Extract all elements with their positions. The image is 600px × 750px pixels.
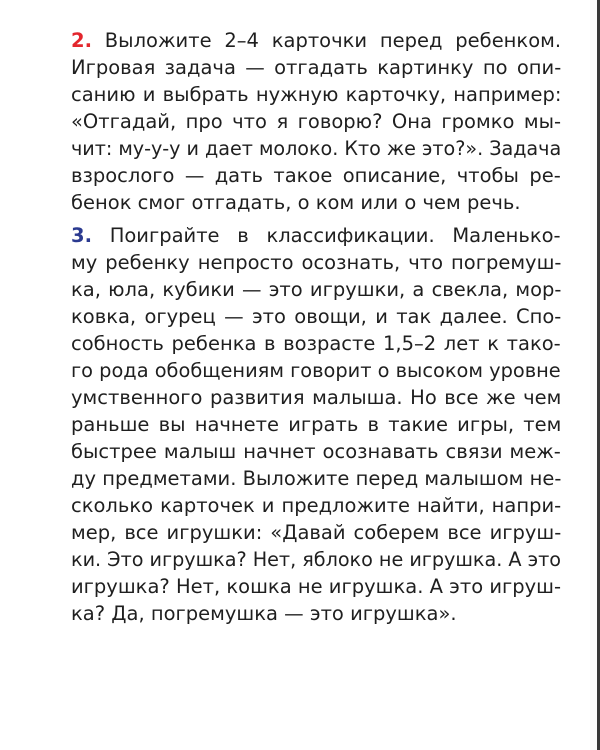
paragraph-line: ду предметами. Выложите перед малышом не- (71, 467, 562, 490)
paragraph-line: Игровая задача — отгадать картинку по опи- (71, 56, 562, 79)
line-text: Выложите 2–4 карточки перед ребенком. (104, 29, 562, 52)
paragraph-line: сколько карточек и предложите найти, напри- (71, 494, 562, 517)
paragraph-line: санию и выбрать нужную карточку, например: (71, 83, 562, 106)
paragraph-line: ки. Это игрушка? Нет, яблоко не игрушка. А это (71, 548, 561, 571)
line-text: Поиграйте в классификации. Маленько- (109, 224, 561, 247)
paragraph-line: мер, все игрушки: «Давай соберем все игруш- (71, 521, 562, 544)
paragraph-line: быстрее малыш начнет осознавать связи меж- (71, 440, 561, 463)
paragraph-line: ка, юла, кубики — это игрушки, а свекла, мор- (71, 278, 562, 301)
paragraph-line: го рода обобщениям говорит о высоком уровне (71, 359, 561, 382)
paragraph-line: ковка, огурец — это овощи, и так далее. Спо- (71, 305, 562, 328)
paragraph-line (71, 27, 561, 54)
paragraph-number: 2. (71, 29, 92, 52)
paragraph-line: ка? Да, погремушка — это игрушка». (71, 602, 457, 625)
paragraph-line: раньше вы начнете играть в такие игры, тем (71, 413, 562, 436)
paragraph-line: чит: му-у-у и дает молоко. Кто же это?». Задача (71, 137, 562, 160)
paragraph-line (71, 222, 561, 249)
paragraph-line: му ребенку непросто осознать, что погремуш- (71, 251, 562, 274)
paragraph-line: собность ребенка в возрасте 1,5–2 лет к тако- (71, 332, 561, 355)
paragraph-line: «Отгадай, про что я говорю? Она громко мы- (71, 110, 562, 133)
paragraph-line: игрушка? Нет, кошка не игрушка. А это игруш- (71, 575, 562, 598)
paragraph-line: бенок смог отгадать, о ком или о чем речь. (71, 191, 521, 214)
paragraph-line: умственного развития малыша. Но все же чем (71, 386, 562, 409)
paragraph-line: взрослого — дать такое описание, чтобы ре- (71, 164, 561, 187)
paragraph-number: 3. (71, 224, 92, 247)
